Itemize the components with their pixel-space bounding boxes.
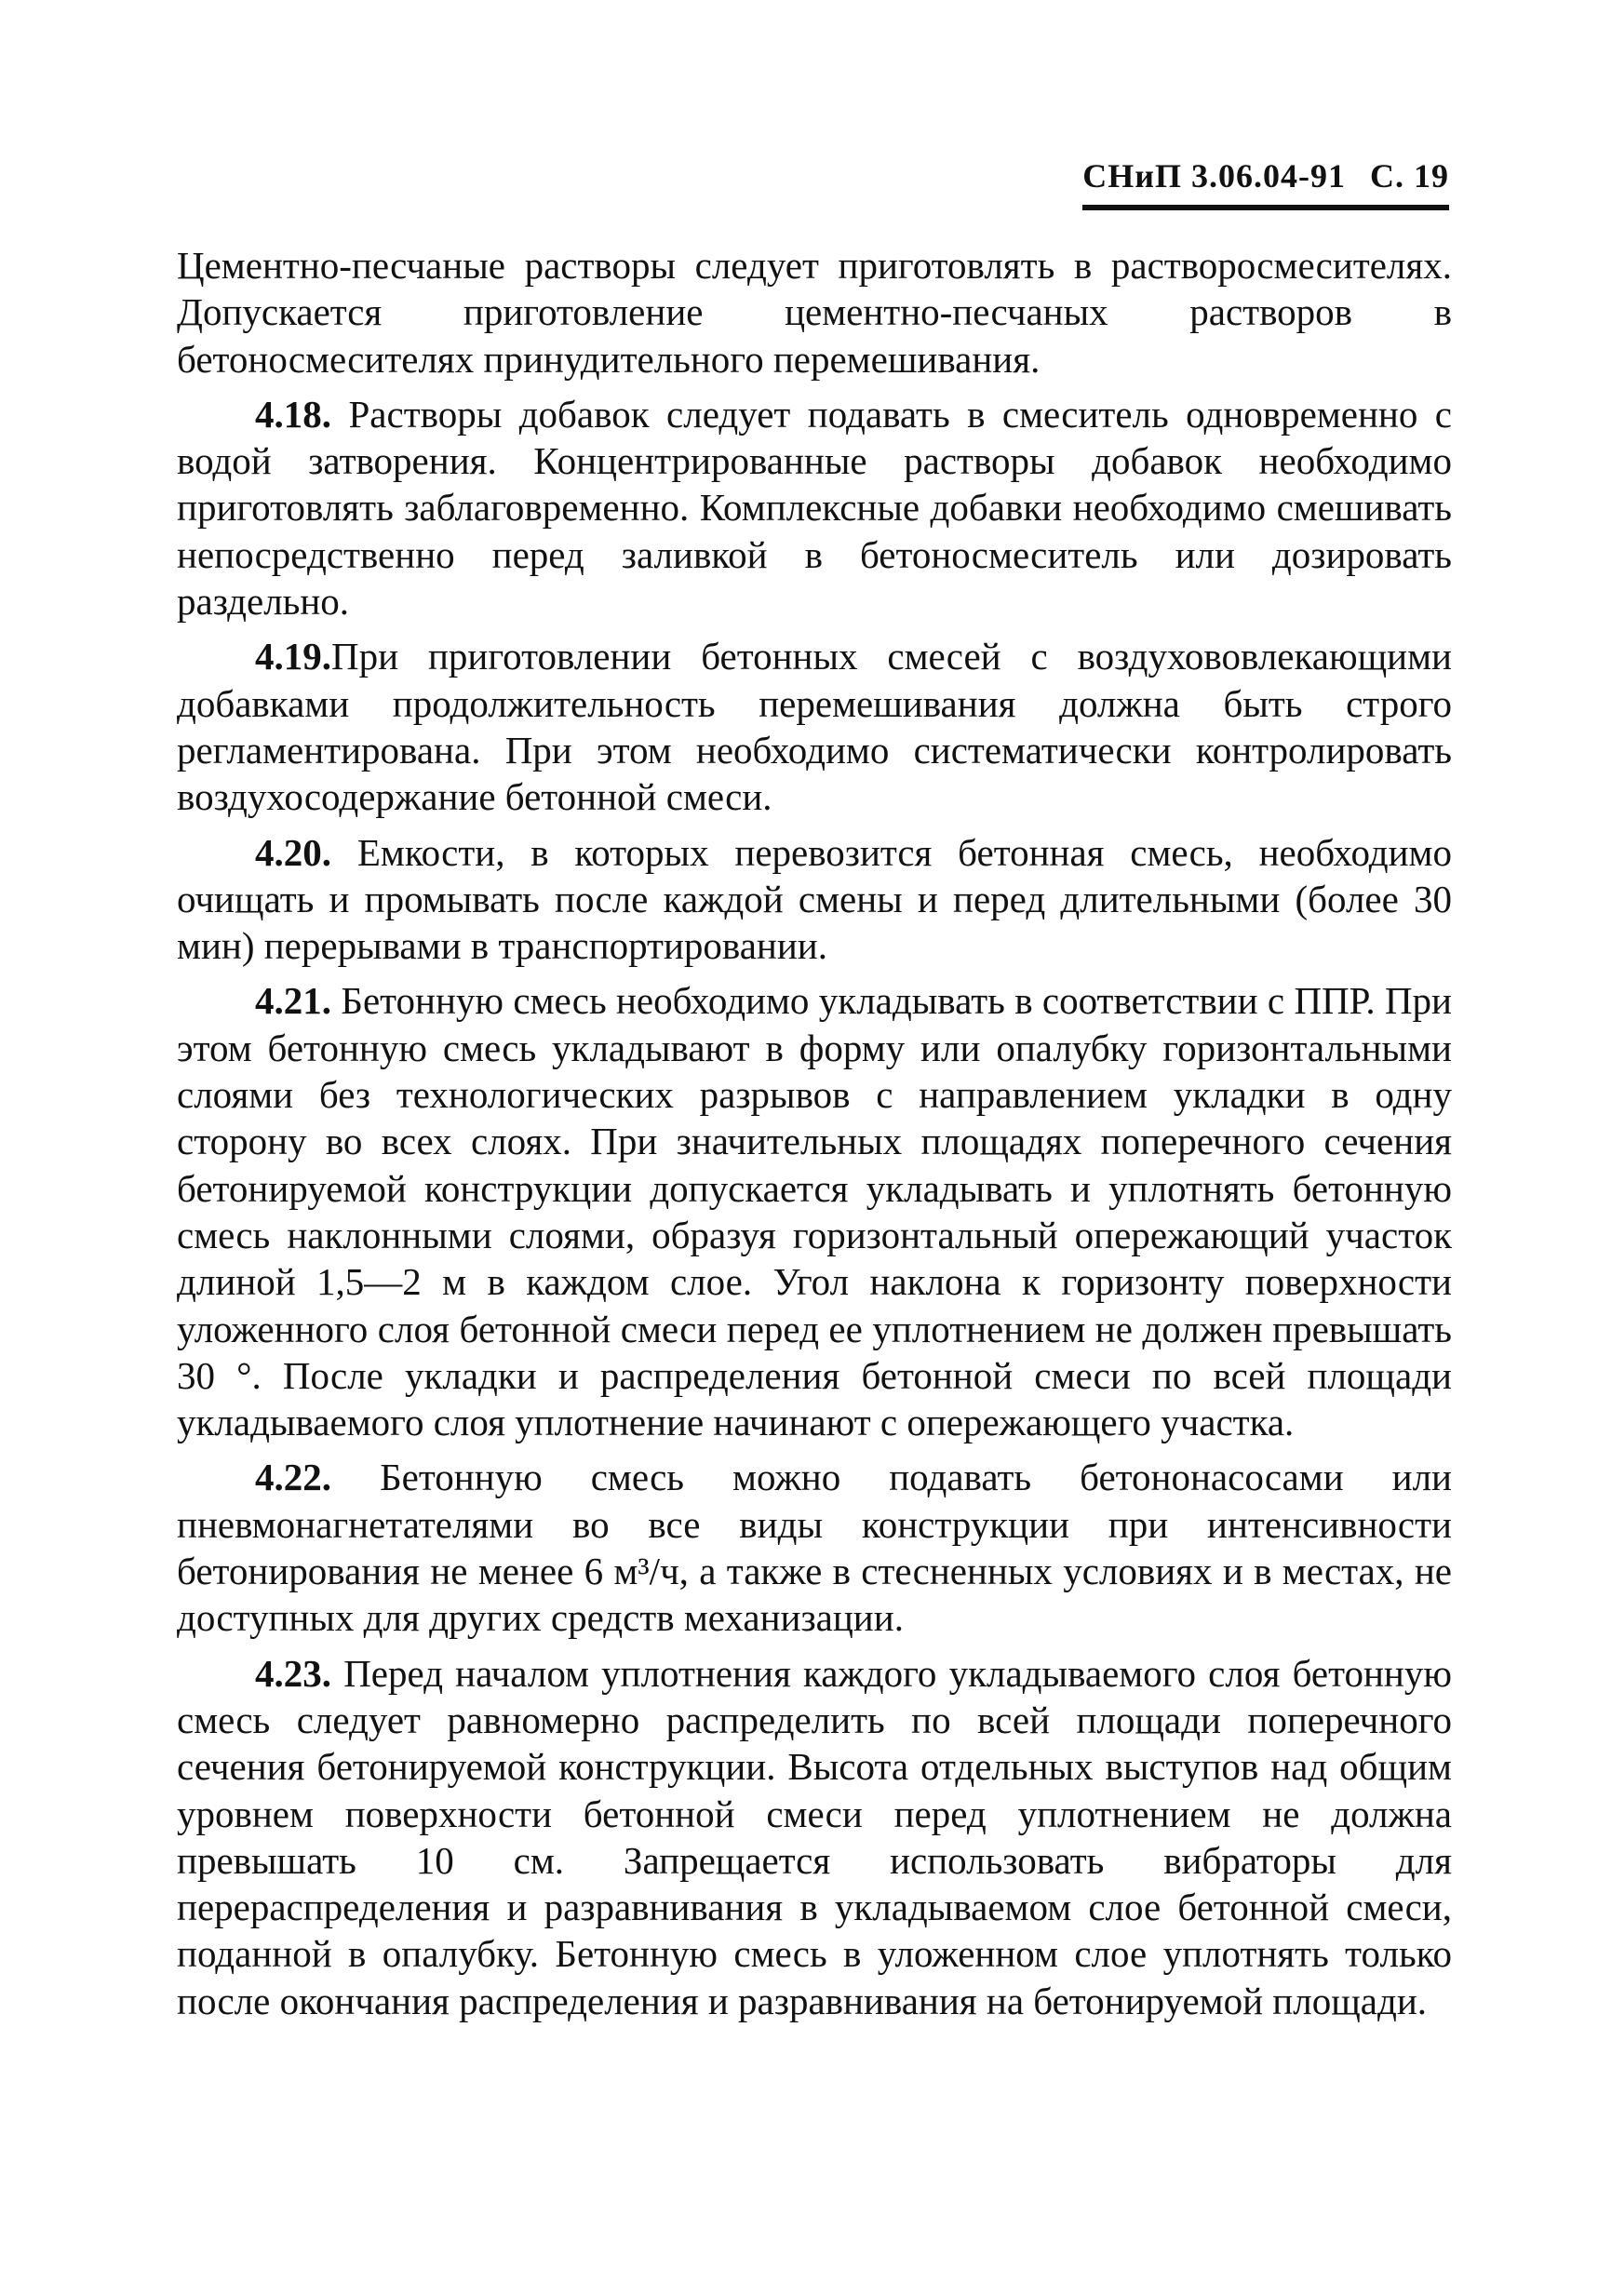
- paragraph-text: Перед началом уплотнения каждого укладываемого слоя бетонную смесь следует равномерно распределить по всей площади поперечного сечения бетонируемой конструкции. Высота отдельных выступов над общим уровнем поверхности бетонной смеси перед уплотнением не должна превышать 10 см. Запрещается использовать вибраторы для перераспределения и разравнивания в укладываемом слое бетонной смеси, поданной в опалубку. Бетонную смесь в уложенном слое уплотнять только после окончания распределения и разравнивания на бетонируемой площади.: [177, 1651, 1452, 2022]
- body-text: [177, 242, 1452, 2024]
- paragraph-intro: [177, 242, 1452, 383]
- paragraph-4-21: [177, 977, 1452, 1445]
- clause-number: 4.21.: [255, 979, 332, 1023]
- clause-number: 4.18.: [255, 392, 332, 436]
- clause-number: 4.19.: [255, 635, 332, 678]
- document-code: СНиП 3.06.04-91: [1082, 157, 1346, 195]
- paragraph-4-18: [177, 391, 1452, 624]
- paragraph-4-19: [177, 633, 1452, 820]
- page-number: С. 19: [1370, 157, 1449, 195]
- paragraph-text: Цементно-песчаные растворы следует приготовлять в растворосмесителях. Допускается приготовление цементно-песчаных растворов в бетоносмесителях принудительного перемешивания.: [177, 244, 1452, 381]
- running-header: [1082, 156, 1449, 210]
- paragraph-text: При приготовлении бетонных смесей с воздухововлекающими добавками продолжительность перемешивания должна быть строго регламентирована. При этом необходимо систематически контролировать воздухосодержание бетонной смеси.: [177, 635, 1452, 819]
- clause-number: 4.22.: [255, 1456, 332, 1499]
- paragraph-text: Емкости, в которых перевозится бетонная смесь, необходимо очищать и промывать после каждой смены и перед длительными (более 30 мин) перерывами в транспортировании.: [177, 830, 1453, 968]
- paragraph-text: Бетонную смесь можно подавать бетононасосами или пневмонагнетателями во все виды конструкции при интенсивности бетонирования не менее 6 м³/ч, а также в стесненных условиях и в местах, не доступных для других средств механизации.: [177, 1456, 1452, 1640]
- clause-number: 4.23.: [255, 1651, 332, 1695]
- paragraph-4-22: [177, 1454, 1452, 1641]
- clause-number: 4.20.: [255, 830, 332, 874]
- paragraph-text: Бетонную смесь необходимо укладывать в соответствии с ППР. При этом бетонную смесь укладывают в форму или опалубку горизонтальными слоями без технологических разрывов с направлением укладки в одну сторону во всех слоях. При значительных площадях поперечного сечения бетонируемой конструкции допускается укладывать и уплотнять бетонную смесь наклонными слоями, образуя горизонтальный опережающий участок длиной 1,5—2 м в каждом слое. Угол наклона к горизонту поверхности уложенного слоя бетонной смеси перед ее уплотнением не должен превышать 30 °. После укладки и распределения бетонной смеси по всей площади укладываемого слоя уплотнение начинают с опережающего участка.: [177, 979, 1453, 1444]
- paragraph-4-23: [177, 1650, 1452, 2024]
- paragraph-text: Растворы добавок следует подавать в смеситель одновременно с водой затворения. Концентрированные растворы добавок необходимо приготовлять заблаговременно. Комплексные добавки необходимо смешивать непосредственно перед заливкой в бетоносмеситель или дозировать раздельно.: [177, 392, 1452, 624]
- paragraph-4-20: [177, 829, 1452, 970]
